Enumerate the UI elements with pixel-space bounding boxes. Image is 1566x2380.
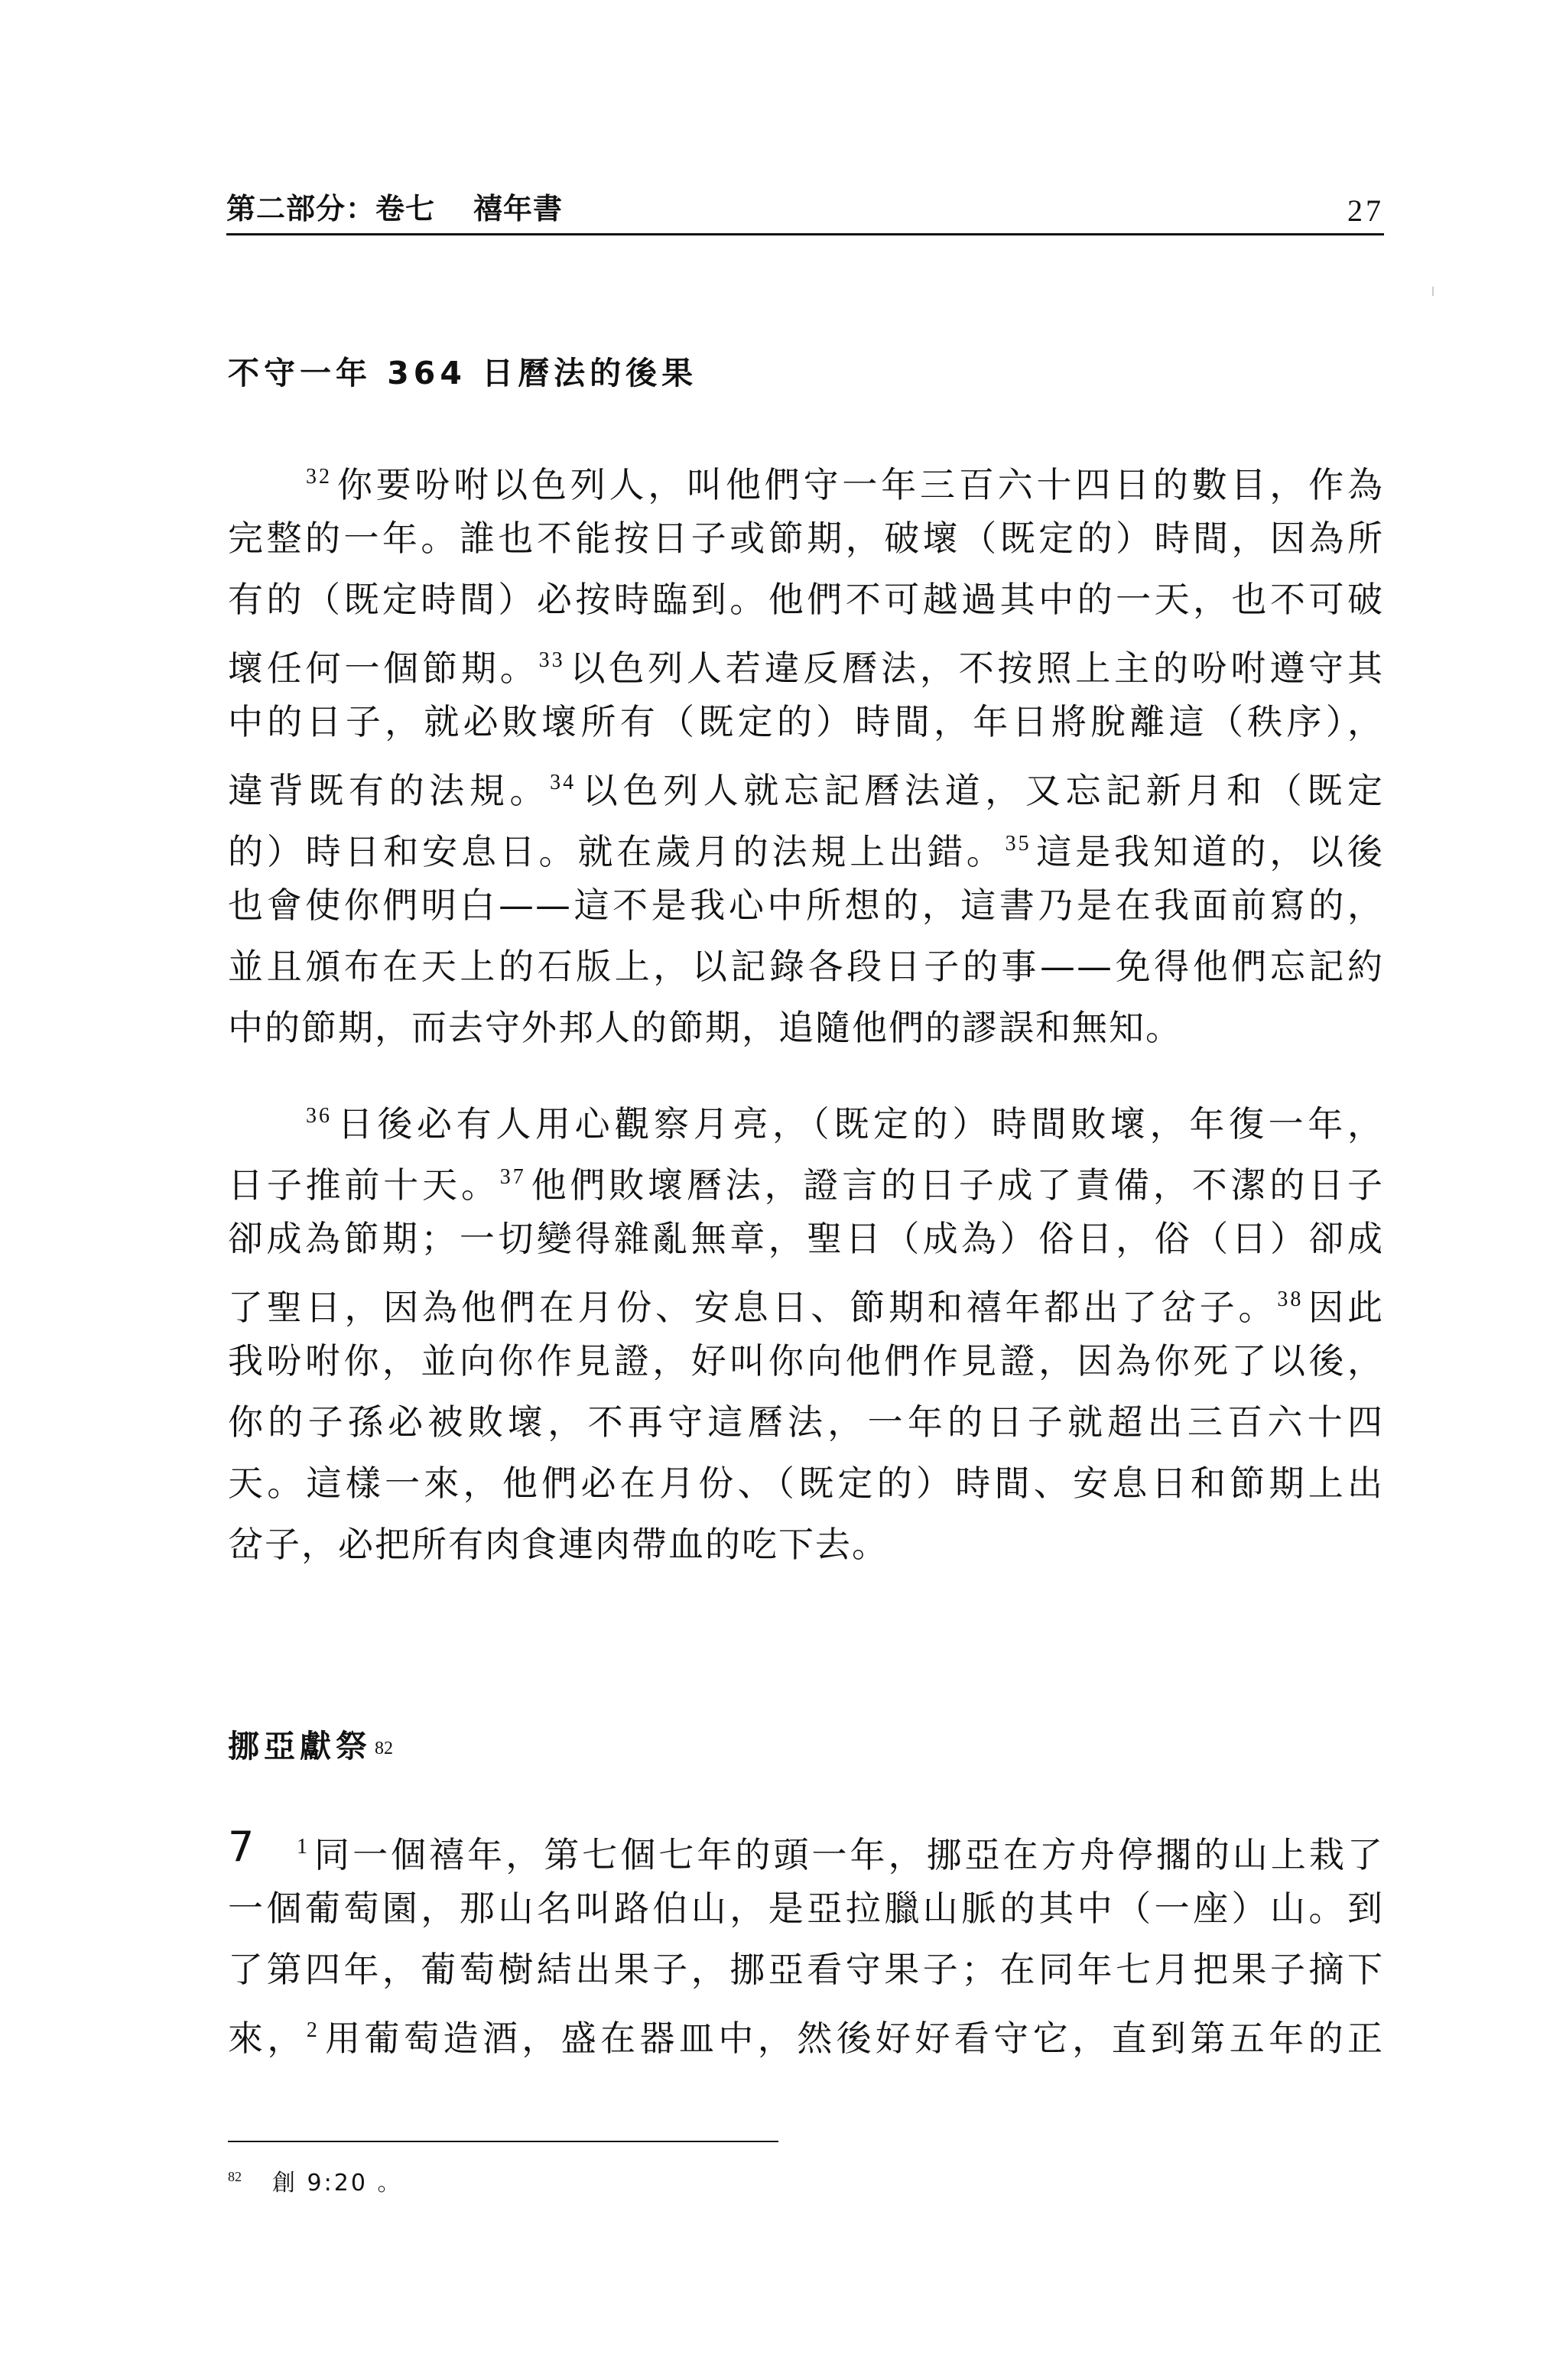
text-line: 的）時日和安息日。就在歲月的法規上出錯。$^{35}$這是我知道的，以後	[228, 831, 1385, 872]
verse-number: 37	[499, 1165, 526, 1189]
verse-number: 32	[306, 465, 332, 489]
section-heading-noah: 挪亞獻祭 82	[228, 1728, 393, 1765]
text-line: 天。這樣一來，他們必在月份、（既定的）時間、安息日和節期上出	[228, 1463, 1384, 1504]
chapter-number: 7	[228, 1823, 255, 1871]
footnote-text: 創 9:20 。	[272, 2170, 403, 2197]
text-line: $^{36}$日後必有人用心觀察月亮，（既定的）時間敗壞，年復一年，	[306, 1103, 1384, 1145]
verse-number: 2	[306, 2018, 320, 2042]
text-line: 完整的一年。誰也不能按日子或節期，破壞（既定的）時間，因為所	[228, 518, 1384, 559]
verse-number: 33	[538, 648, 565, 672]
text-line: 也會使你們明白——這不是我心中所想的，這書乃是在我面前寫的，	[228, 885, 1384, 926]
book-title: 禧年書	[473, 192, 564, 226]
page-number: 27	[1347, 193, 1384, 228]
verse-number: 38	[1277, 1287, 1304, 1311]
verse-number: 35	[1005, 832, 1032, 856]
text-line: 了聖日，因為他們在月份、安息日、節期和禧年都出了岔子。$^{38}$因此	[228, 1287, 1385, 1328]
text-line: 你的子孫必被敗壞，不再守這曆法，一年的日子就超出三百六十四	[228, 1401, 1384, 1443]
running-header	[226, 182, 1384, 235]
text-line: 中的日子，就必敗壞所有（既定的）時間，年日將脫離這（秩序），	[228, 701, 1384, 742]
text-line: 來，$^2$用葡萄造酒，盛在器皿中，然後好好看守它，直到第五年的正	[228, 2018, 1385, 2059]
text-line: $^1$同一個禧年，第七個七年的頭一年，挪亞在方舟停擱的山上栽了	[297, 1834, 1384, 1875]
running-title	[226, 185, 563, 227]
text-line: 日子推前十天。$^{37}$他們敗壞曆法，證言的日子成了責備，不潔的日子	[228, 1164, 1385, 1206]
footnote-mark: 82	[228, 2169, 242, 2184]
footnote-rule	[228, 2141, 778, 2142]
text-line: 一個葡萄園，那山名叫路伯山，是亞拉臘山脈的其中（一座）山。到	[228, 1888, 1384, 1929]
part-label: 第二部分：卷七	[226, 192, 436, 226]
text-line: 岔子，必把所有肉食連肉帶血的吃下去。	[228, 1524, 889, 1565]
footnote-reference: 82	[375, 1738, 393, 1758]
footnote	[228, 2164, 402, 2197]
text-line: 並且頒布在天上的石版上，以記錄各段日子的事——免得他們忘記約	[228, 946, 1384, 987]
header-rule	[226, 233, 1384, 235]
text-line: $^{32}$你要吩咐以色列人，叫他們守一年三百六十四日的數目，作為	[306, 464, 1384, 505]
scan-mark	[1432, 287, 1434, 296]
text-line: 壞任何一個節期。$^{33}$以色列人若違反曆法，不按照上主的吩咐遵守其	[228, 648, 1385, 689]
text-line: 卻成為節期；一切變得雜亂無章，聖日（成為）俗日，俗（日）卻成	[228, 1218, 1384, 1259]
text-line: 中的節期，而去守外邦人的節期，追隨他們的謬誤和無知。	[228, 1007, 1182, 1048]
verse-number: 34	[550, 771, 577, 794]
text-line: 了第四年，葡萄樹結出果子，挪亞看守果子；在同年七月把果子摘下	[228, 1949, 1384, 1990]
text-line: 我吩咐你，並向你作見證，好叫你向他們作見證，因為你死了以後，	[228, 1340, 1384, 1382]
section-heading-calendar: 不守一年 364 日曆法的後果	[228, 355, 698, 391]
verse-number: 36	[306, 1104, 332, 1128]
text-line: 違背既有的法規。$^{34}$以色列人就忘記曆法道，又忘記新月和（既定	[228, 770, 1385, 811]
verse-number: 1	[297, 1835, 310, 1859]
text-line: 有的（既定時間）必按時臨到。他們不可越過其中的一天，也不可破	[228, 579, 1384, 620]
